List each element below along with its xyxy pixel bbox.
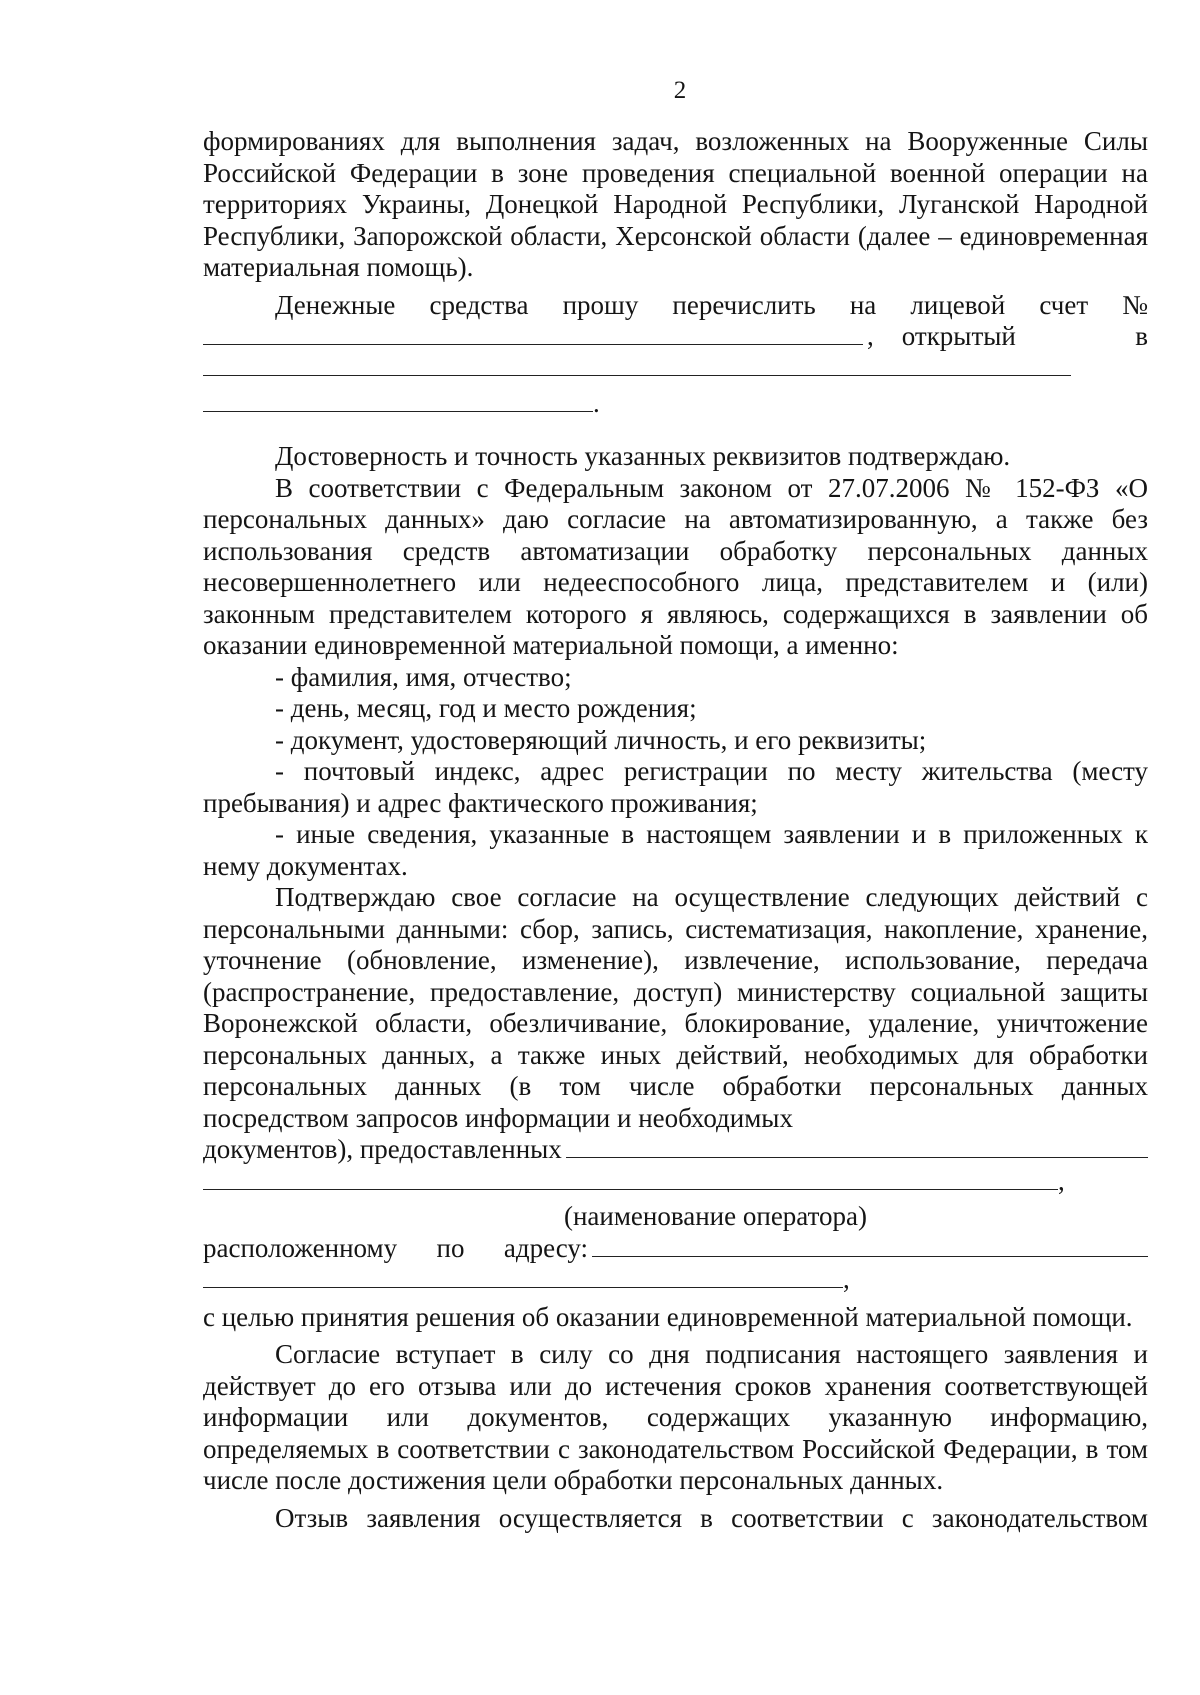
account-comma: , (867, 321, 874, 351)
account-request-line: Денежные средства прошу перечислить на лицевой счет № (275, 289, 1148, 320)
provided-row (203, 1134, 1148, 1166)
operator-caption: (наименование оператора) (563, 1201, 868, 1231)
paragraph-assistance-definition: формированиях для выполнения задач, возложенных на Вооруженные Силы Российской Федерации в зоне проведения специальной военной операции на территориях Украины, Донецкой Народной Республики, Луганской Народной Республики, Запорожской области, Херсонской области (далее – единовременная материальная помощь). (203, 126, 1148, 282)
operator-row-2 (203, 1166, 1148, 1198)
list-item: - день, месяц, год и место рождения; (275, 693, 697, 723)
validity-paragraph: Согласие вступает в силу со дня подписания настоящего заявления и действует до его отзыва или до истечения сроков хранения соответствующей информации или документов, содержащих указанную информацию, определяемых в соответствии с законодательством Российской Федерации, в том числе после достижения цели обработки персональных данных. (203, 1339, 1148, 1495)
provided-label: документов), предоставленных (203, 1134, 562, 1164)
confirmation-text: Достоверность и точность указанных реквизитов подтверждаю. (275, 441, 1011, 471)
list-item: - фамилия, имя, отчество; (275, 661, 572, 692)
list-item: - почтовый индекс, адрес регистрации по месту жительства (месту пребывания) и адрес фактического проживания; (203, 756, 1148, 818)
address-comma: , (843, 1264, 850, 1294)
account-number-blank[interactable] (203, 322, 863, 345)
document-body (203, 126, 1148, 1534)
purpose-paragraph: с целью принятия решения об оказании единовременной материальной помощи. (203, 1301, 1133, 1332)
actions-paragraph: Подтверждаю свое согласие на осуществление следующих действий с персональными данными: сбор, запись, систематизация, накопление, хранение, уточнение (обновление, изменение), извлечение, использование, передача (распространение, предоставление, доступ) министерству социальной защиты Воронежской области, обезличивание, блокирование, удаление, уничтожение персональных данных, а также иных действий, необходимых для обработки персональных данных (в том числе обработки персональных данных посредством запросов информации и необходимых (203, 882, 1148, 1133)
list-item: - иные сведения, указанные в настоящем заявлении и в приложенных к нему документах. (203, 819, 1148, 881)
address-blank[interactable] (592, 1234, 1148, 1257)
bank-name-blank-2[interactable] (203, 389, 593, 412)
address-row-2 (203, 1264, 1148, 1296)
account-number-row (203, 321, 1148, 353)
address-row (203, 1233, 1148, 1265)
address-label: расположенному по адресу: (203, 1232, 588, 1263)
bank-name-row-2 (203, 388, 1148, 420)
operator-blank-2[interactable] (203, 1167, 1058, 1190)
operator-blank[interactable] (566, 1135, 1148, 1158)
list-item: - документ, удостоверяющий личность, и его реквизиты; (275, 724, 927, 755)
bank-period: . (593, 387, 600, 418)
bank-name-blank[interactable] (203, 353, 1071, 376)
address-blank-2[interactable] (203, 1265, 843, 1288)
page-number: 2 (673, 77, 687, 104)
operator-comma: , (1058, 1165, 1065, 1196)
opened-in-label: открытый в (901, 321, 1148, 351)
revocation-paragraph: Отзыв заявления осуществляется в соответствии с законодательством (275, 1502, 1148, 1533)
consent-intro: В соответствии с Федеральным законом от 27.07.2006 № 152-ФЗ «О персональных данных» даю согласие на автоматизированную, а также без использования средств автоматизации обработку персональных данных несовершеннолетнего или недееспособного лица, представителем и (или) законным представителем которого я являюсь, содержащихся в заявлении об оказании единовременной материальной помощи, а именно: (203, 472, 1148, 660)
